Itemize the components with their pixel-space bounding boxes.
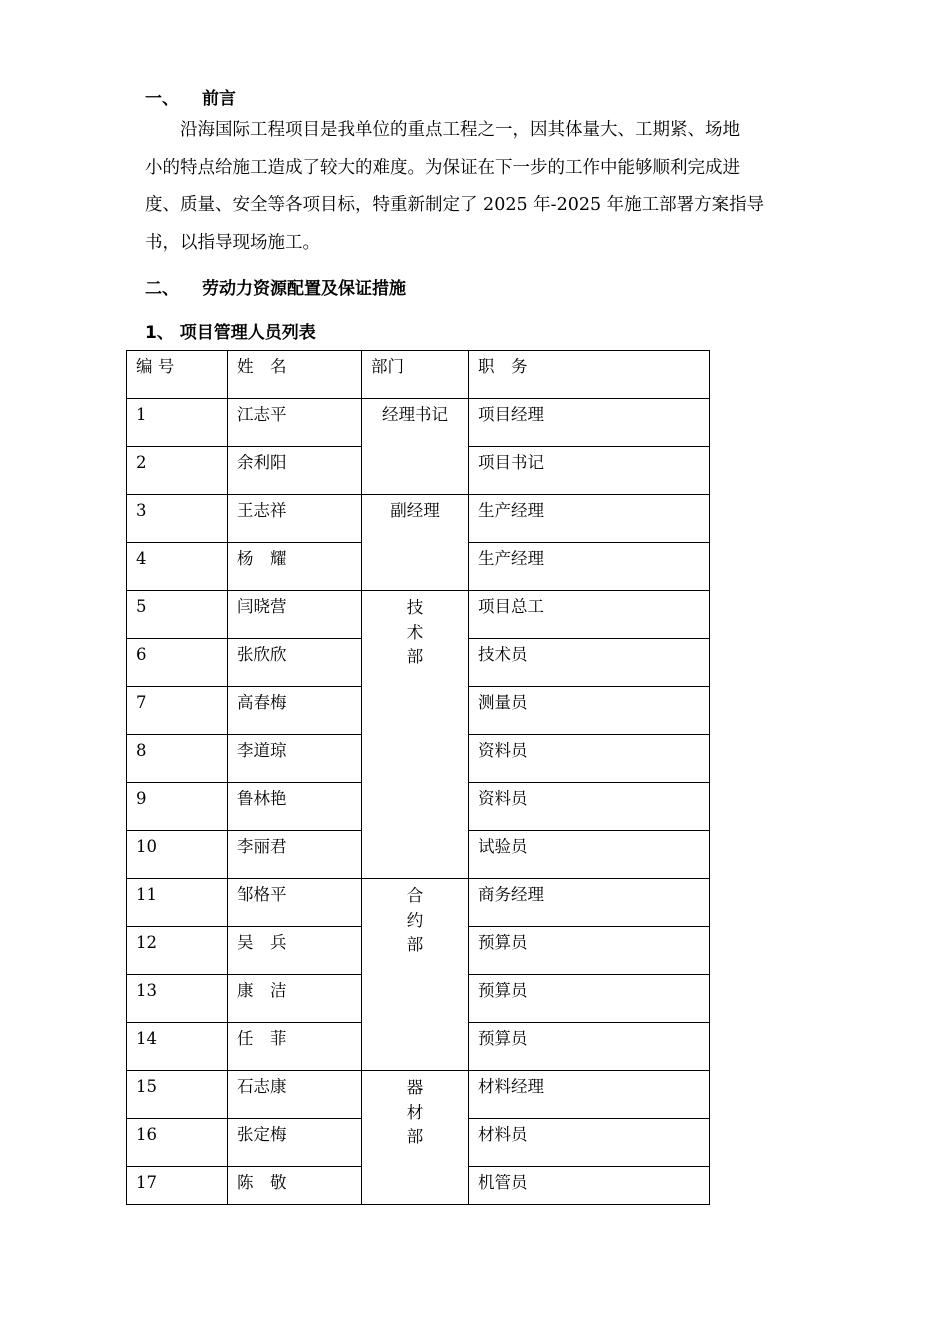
table-row — [127, 495, 710, 543]
cell-role: 生产经理 — [469, 495, 710, 543]
cell-no: 16 — [127, 1119, 228, 1167]
cell-name: 陈 敬 — [228, 1167, 362, 1205]
cell-role: 预算员 — [469, 927, 710, 975]
cell-name: 江志平 — [228, 399, 362, 447]
section-title: 前言 — [202, 89, 236, 109]
header-cell: 职 务 — [469, 351, 710, 399]
cell-name: 石志康 — [228, 1071, 362, 1119]
cell-name: 余利阳 — [228, 447, 362, 495]
cell-no: 17 — [127, 1167, 228, 1205]
preface-paragraph — [145, 112, 808, 262]
cell-department: 经理书记 — [362, 399, 469, 495]
cell-no: 13 — [127, 975, 228, 1023]
cell-no: 6 — [127, 639, 228, 687]
cell-role: 商务经理 — [469, 879, 710, 927]
cell-name: 杨 耀 — [228, 543, 362, 591]
cell-role: 机管员 — [469, 1167, 710, 1205]
cell-role: 项目书记 — [469, 447, 710, 495]
paragraph-line: 沿海国际工程项目是我单位的重点工程之一，因其体量大、工期紧、场地 — [180, 120, 740, 140]
cell-no: 11 — [127, 879, 228, 927]
cell-name: 任 菲 — [228, 1023, 362, 1071]
cell-department: 副经理 — [362, 495, 469, 591]
cell-name: 张定梅 — [228, 1119, 362, 1167]
cell-role: 生产经理 — [469, 543, 710, 591]
table-row — [127, 879, 710, 927]
cell-no: 1 — [127, 399, 228, 447]
cell-role: 资料员 — [469, 783, 710, 831]
cell-name: 康 洁 — [228, 975, 362, 1023]
cell-department: 技术部 — [362, 591, 469, 879]
cell-role: 资料员 — [469, 735, 710, 783]
cell-name: 高春梅 — [228, 687, 362, 735]
cell-role: 材料员 — [469, 1119, 710, 1167]
table-header-row — [127, 351, 710, 399]
cell-department: 合约部 — [362, 879, 469, 1071]
section-title: 劳动力资源配置及保证措施 — [202, 279, 406, 299]
cell-no: 3 — [127, 495, 228, 543]
cell-no: 7 — [127, 687, 228, 735]
paragraph-line: 度、质量、安全等各项目标，特重新制定了 2025 年-2025 年施工部署方案指导 — [145, 195, 765, 215]
header-cell: 编 号 — [127, 351, 228, 399]
cell-no: 15 — [127, 1071, 228, 1119]
section-heading-preface — [145, 84, 236, 109]
cell-role: 试验员 — [469, 831, 710, 879]
cell-name: 李道琼 — [228, 735, 362, 783]
section-heading-labor — [145, 274, 406, 299]
staff-table — [126, 350, 710, 1205]
cell-name: 吴 兵 — [228, 927, 362, 975]
cell-role: 技术员 — [469, 639, 710, 687]
cell-department: 器材部 — [362, 1071, 469, 1205]
cell-no: 12 — [127, 927, 228, 975]
cell-no: 8 — [127, 735, 228, 783]
paragraph-line: 小的特点给施工造成了较大的难度。为保证在下一步的工作中能够顺利完成进 — [145, 157, 740, 178]
cell-no: 14 — [127, 1023, 228, 1071]
paragraph-line: 书，以指导现场施工。 — [145, 232, 320, 253]
cell-name: 邹格平 — [228, 879, 362, 927]
table-row — [127, 399, 710, 447]
cell-no: 4 — [127, 543, 228, 591]
section-number: 二、 — [145, 279, 179, 299]
header-cell: 姓 名 — [228, 351, 362, 399]
cell-name: 鲁林艳 — [228, 783, 362, 831]
cell-name: 王志祥 — [228, 495, 362, 543]
cell-role: 预算员 — [469, 1023, 710, 1071]
table-row — [127, 1071, 710, 1119]
cell-role: 材料经理 — [469, 1071, 710, 1119]
cell-role: 预算员 — [469, 975, 710, 1023]
cell-name: 李丽君 — [228, 831, 362, 879]
header-cell: 部门 — [362, 351, 469, 399]
subsection-heading: 1、 项目管理人员列表 — [145, 323, 316, 343]
cell-role: 测量员 — [469, 687, 710, 735]
cell-role: 项目总工 — [469, 591, 710, 639]
cell-role: 项目经理 — [469, 399, 710, 447]
section-number: 一、 — [145, 89, 179, 109]
cell-name: 闫晓营 — [228, 591, 362, 639]
cell-no: 2 — [127, 447, 228, 495]
cell-no: 10 — [127, 831, 228, 879]
cell-no: 5 — [127, 591, 228, 639]
table-row — [127, 591, 710, 639]
cell-name: 张欣欣 — [228, 639, 362, 687]
cell-no: 9 — [127, 783, 228, 831]
